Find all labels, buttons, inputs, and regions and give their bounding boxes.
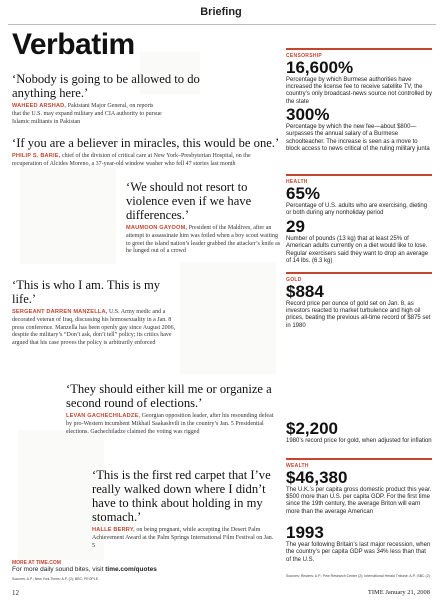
page-title: Verbatim (12, 28, 135, 61)
stat-wealth (286, 458, 432, 522)
page-number: 12 (12, 589, 19, 597)
magazine-name: TIME (367, 589, 384, 596)
quote-text: ‘This is the first red carpet that I’ve really walked down where I didn’t have to think about holding in my stomach.’ (92, 468, 271, 524)
speaker-caption: Pakistani Major General, on reports that the U.S. may expand military and CIA authority to pursue Islamic militants in Pakistan (12, 103, 162, 125)
stat-description: Percentage of U.S. adults who are exercising, dieting or both during any nonholiday period (286, 202, 428, 216)
speaker-caption: chief of the division of critical care at New York–Presbyterian Hospital, on the recuperation of Alcides Moreno, a 37-year-old window washer who fell 47 stories last month (12, 153, 251, 167)
more-prompt: For more daily sound bites, visit (12, 566, 104, 573)
stat-description: Number of pounds (13 kg) that at least 25% of American adults currently on a diet would like to lose. Regular exercisers said they want to drop an average of 14 lbs. (6.3 kg) (286, 236, 429, 265)
quote-block (66, 382, 280, 436)
stat-censorship (286, 48, 432, 112)
quote-text: ‘They should either kill me or organize a second round of elections.’ (66, 382, 272, 410)
speaker-name: SERGEANT DARREN MANZELLA, (12, 309, 108, 315)
stat-gold-adjusted (286, 420, 432, 451)
category-rule (286, 48, 432, 50)
quote-speaker (66, 413, 276, 436)
stat-value: 300% (286, 105, 330, 124)
stat-recession-year (286, 524, 432, 570)
stat-gold (286, 272, 432, 336)
stat-category: HEALTH (286, 178, 308, 185)
quote-text: ‘This is who I am. This is my life.’ (12, 278, 161, 306)
stat-category: CENSORSHIP (286, 52, 323, 59)
speaker-name: WAHEED ARSHAD, (12, 103, 67, 109)
stat-value: $2,200 (286, 419, 338, 438)
quote-block (92, 468, 282, 550)
section-tag: Briefing (200, 6, 242, 18)
category-rule (286, 272, 432, 274)
speaker-name: PHILIP S. BARIE, (12, 153, 61, 159)
quote-text: ‘If you are a believer in miracles, this would be one.’ (12, 136, 280, 150)
quote-speaker (12, 309, 182, 348)
photo-manzella (180, 262, 276, 374)
sources-right: Sources: Reuters; A.P.; Pew Research Center (2); International Herald Tribune; A.P.; BBC (2) (286, 574, 430, 578)
magazine-date (368, 589, 430, 596)
quote-text: ‘We should not resort to violence even if we have differences.’ (126, 180, 252, 222)
quote-block (12, 278, 187, 348)
issue-date: January 21, 2008 (385, 589, 430, 596)
quote-speaker (126, 225, 281, 256)
stat-description: Percentage by which the new fee—about $800—surpasses the annual salary of a Burmese schoolteacher. The increase is seen as a move to block access to news critical of the ruling military junta (286, 124, 430, 153)
speaker-caption: President of the Maldives, after an attempt to assassinate him was foiled when a boy scout waiting to greet the island nation’s leader grabbed the attacker’s knife as he lunged out of a crowd (126, 225, 281, 255)
stat-description: The U.K.’s per capita gross domestic product this year. $500 more than U.S. per capita GDP. For the first time since the 19th century, the average Briton will earn more than the average American (286, 486, 432, 515)
speaker-name: LEVAN GACHECHILADZE, (66, 413, 141, 419)
more-label: MORE AT TIME.COM (12, 560, 61, 566)
stat-value: 29 (286, 217, 305, 236)
stat-health (286, 174, 432, 223)
stat-description: 1980’s record price for gold, when adjusted for inflation (286, 438, 432, 444)
stat-value: $884 (286, 281, 324, 301)
stat-value: 65% (286, 183, 321, 203)
quote-block (126, 180, 281, 256)
sources-left: Sources: A.P.; New York Times; A.P. (2); BBC; PEOPLE (12, 577, 99, 581)
stat-description: Record price per ounce of gold set on Jan. 8, as investors reacted to market turbulence and high oil prices, beating the previous all-time record of $875 set in 1980 (286, 300, 431, 329)
speaker-caption: U.S. Army medic and a decorated veteran of Iraq, discussing his homosexuality in a Jan. 8 press conference. Manzella has been openly gay since August 2006, despite the military’s “Don’t ask, don’t tell” policy; its critics have argued that his case proves the policy is arbitrarily enforced (12, 309, 176, 347)
photo-gayoom (20, 168, 116, 264)
quotes-link[interactable]: time.com/quotes (105, 566, 157, 573)
quote-speaker (12, 153, 277, 169)
stat-description: The year following Britain’s last major recession, when the country’s per capita GDP was 34% less than that of the U.S. (286, 542, 431, 563)
stat-value: 16,600% (286, 57, 354, 77)
quote-block (12, 72, 208, 126)
speaker-caption: on being pregnant, while accepting the Desert Palm Achievement Award at the Palm Springs International Film Festival on Jan. 5 (92, 527, 274, 549)
quote-speaker (92, 527, 277, 550)
stat-value: 1993 (286, 523, 324, 542)
quote-text: ‘Nobody is going to be allowed to do anything here.’ (12, 72, 200, 100)
more-text (12, 566, 282, 573)
stat-fee (286, 106, 432, 160)
speaker-name: MAUMOON GAYOOM, (126, 225, 188, 231)
stat-category: GOLD (286, 276, 302, 283)
more-at-time (12, 560, 282, 573)
category-rule (286, 174, 432, 176)
stat-value: $46,380 (286, 467, 348, 487)
stat-category: WEALTH (286, 462, 309, 469)
speaker-name: HALLE BERRY, (92, 527, 135, 533)
speaker-caption: Georgian opposition leader, after his resounding defeat by pro-Western incumbent Mikhail Saakashvili in the country’s Jan. 5 Presidential elections. Gachechiladze claimed the voting was rigged (66, 413, 274, 435)
quote-block (12, 136, 282, 169)
stat-description: Percentage by which Burmese authorities have increased the license fee to receive satellite TV, the country’s only broadcast-news source not controlled by the state (286, 76, 432, 105)
quote-speaker (12, 103, 162, 126)
stat-pounds (286, 218, 432, 272)
category-rule (286, 458, 432, 460)
header-rule (8, 24, 436, 25)
